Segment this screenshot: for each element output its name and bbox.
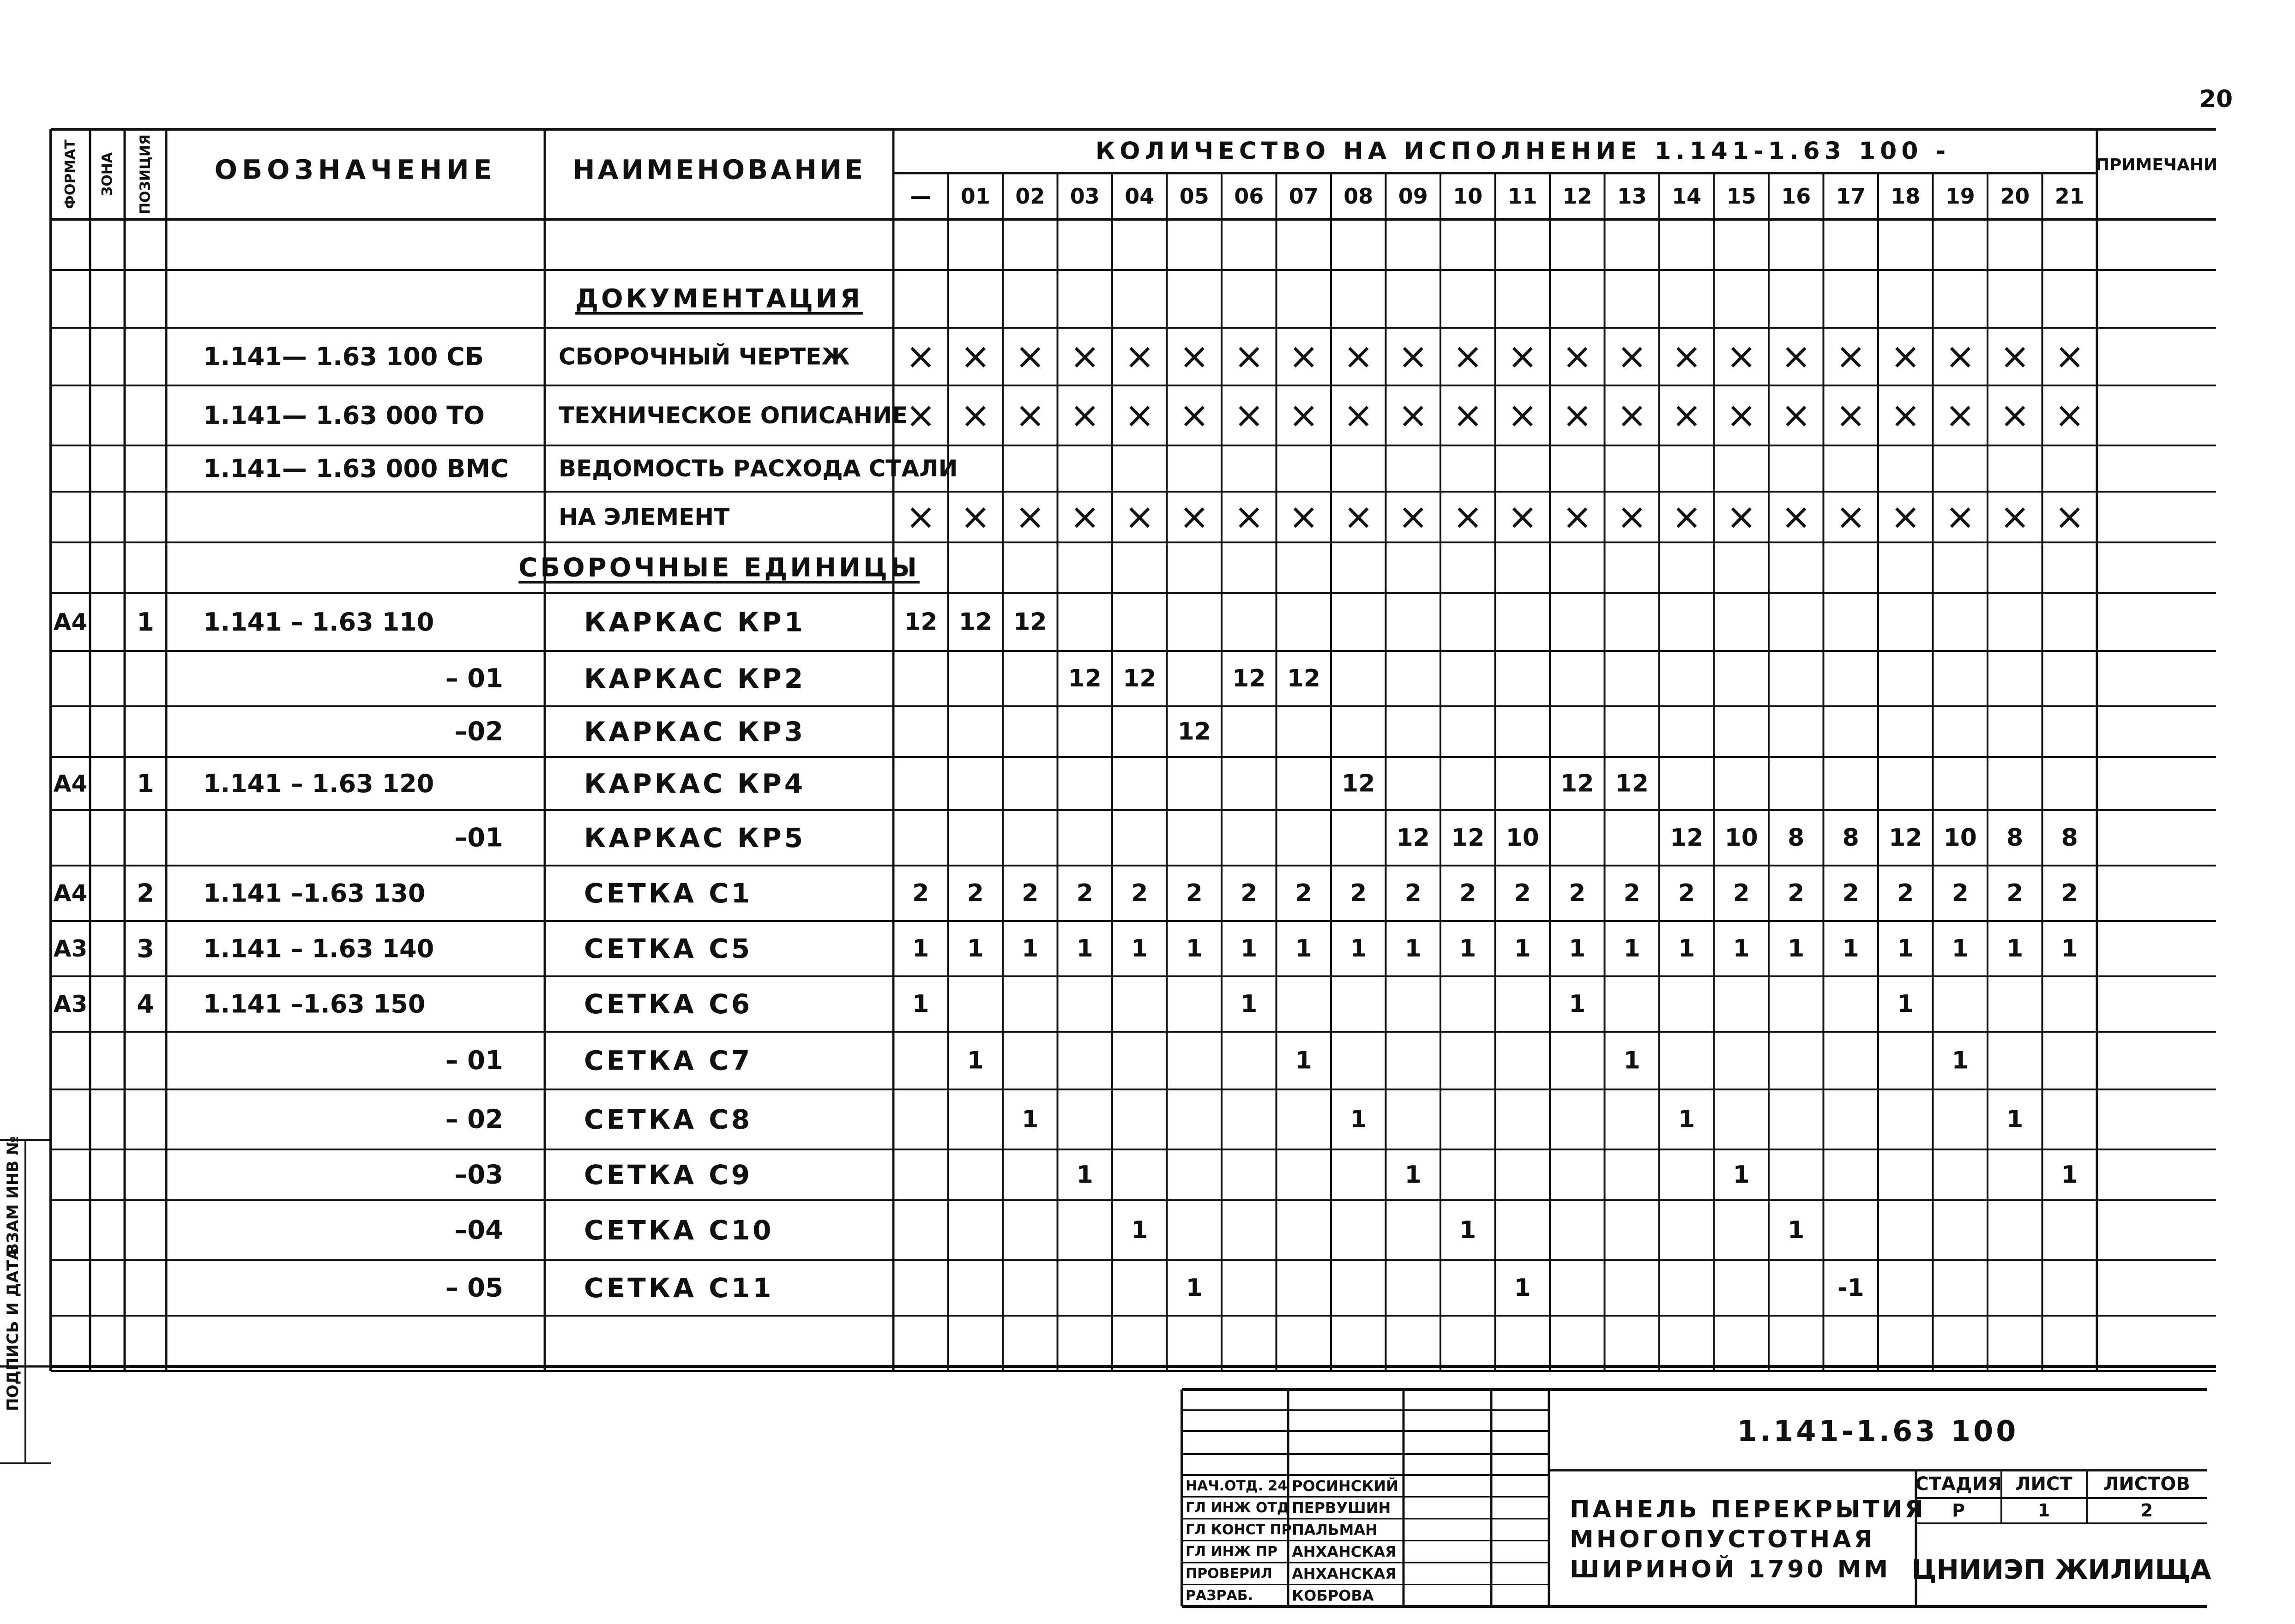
x-mark: ×	[1890, 496, 1921, 538]
x-mark: ×	[1234, 336, 1264, 378]
variant-header: 15	[1726, 184, 1756, 209]
drawing-title-line: ШИРИНОЙ 1790 ММ	[1570, 1556, 1891, 1583]
quantity-value: 1	[1733, 1161, 1750, 1189]
signature-name: АНХАНСКАЯ	[1292, 1543, 1397, 1561]
quantity-value: 1	[1788, 1216, 1805, 1244]
drawing-title-line: МНОГОПУСТОТНАЯ	[1570, 1526, 1875, 1553]
stage-label: СТАДИЯ	[1915, 1474, 2002, 1495]
quantity-value: 1	[1733, 935, 1750, 962]
x-mark: ×	[1781, 395, 1811, 436]
sheets-label: ЛИСТОВ	[2103, 1474, 2190, 1495]
x-mark: ×	[1289, 496, 1319, 538]
row-position: 3	[137, 934, 154, 963]
x-mark: ×	[1617, 336, 1647, 378]
quantity-value: 1	[1952, 935, 1969, 962]
row-designation: –03	[454, 1160, 503, 1190]
x-mark: ×	[1945, 395, 1976, 436]
header-name: НАИМЕНОВАНИЕ	[572, 154, 866, 186]
x-mark: ×	[1179, 395, 1210, 436]
quantity-value: 2	[912, 879, 929, 907]
quantity-value: 1	[1186, 935, 1203, 962]
table-grid	[0, 129, 2216, 1371]
x-mark: ×	[1124, 336, 1155, 378]
row-format: А4	[53, 770, 88, 797]
header-notes: ПРИМЕЧАНИ	[2095, 156, 2218, 174]
quantity-value: 2	[1241, 879, 1258, 907]
x-mark: ×	[1343, 496, 1373, 538]
quantity-value: 2	[1678, 879, 1695, 907]
header-quantity: КОЛИЧЕСТВО НА ИСПОЛНЕНИЕ 1.141-1.63 100 -	[1095, 137, 1951, 165]
row-designation: 1.141— 1.63 000 ТО	[203, 401, 485, 430]
quantity-value: 1	[1022, 1106, 1039, 1133]
header-designation: ОБОЗНАЧЕНИЕ	[214, 154, 497, 186]
x-mark: ×	[1836, 395, 1866, 436]
quantity-value: 1	[1022, 935, 1039, 962]
quantity-value: 12	[1615, 770, 1649, 798]
signature-name: ПАЛЬМАН	[1292, 1521, 1378, 1539]
row-designation: 1.141 –1.63 150	[203, 989, 426, 1019]
quantity-value: 1	[1623, 1047, 1640, 1075]
row-name: СЕТКА С10	[584, 1215, 774, 1246]
row-designation: 1.141 – 1.63 120	[203, 769, 434, 798]
x-mark: ×	[1452, 496, 1483, 538]
x-mark: ×	[1070, 336, 1100, 378]
quantity-value: 1	[1295, 1047, 1312, 1075]
title-block	[1182, 1389, 2211, 1606]
x-mark: ×	[1124, 395, 1155, 436]
x-mark: ×	[1562, 336, 1592, 378]
sheet-label: ЛИСТ	[2015, 1474, 2072, 1495]
section-heading: СБОРОЧНЫЕ ЕДИНИЦЫ	[518, 553, 920, 583]
quantity-value: 1	[912, 935, 929, 962]
quantity-value: 2	[1952, 879, 1969, 907]
x-mark: ×	[1015, 336, 1045, 378]
quantity-value: 2	[1295, 879, 1312, 907]
x-mark: ×	[1234, 395, 1264, 436]
quantity-value: 10	[1724, 824, 1758, 852]
row-format: А4	[53, 880, 88, 907]
quantity-value: 8	[1842, 824, 1859, 852]
row-name: СЕТКА С8	[584, 1104, 753, 1135]
quantity-value: 1	[1350, 1106, 1367, 1133]
variant-header: 03	[1070, 184, 1100, 209]
x-mark: ×	[1890, 395, 1921, 436]
quantity-value: 12	[904, 608, 938, 636]
row-format: А3	[53, 935, 88, 962]
signature-role: НАЧ.ОТД. 24	[1186, 1478, 1288, 1494]
x-mark: ×	[1015, 395, 1045, 436]
quantity-value: 12	[1177, 718, 1211, 746]
x-mark: ×	[1507, 395, 1538, 436]
x-mark: ×	[1562, 395, 1592, 436]
quantity-value: 2	[2006, 879, 2024, 907]
quantity-value: 12	[1123, 665, 1157, 692]
sheet-value: 1	[2037, 1500, 2050, 1521]
x-mark: ×	[2054, 496, 2085, 538]
variant-header: 05	[1179, 184, 1209, 209]
variant-header: 02	[1015, 184, 1045, 209]
x-mark: ×	[1343, 395, 1373, 436]
row-name: СБОРОЧНЫЙ ЧЕРТЕЖ	[559, 343, 850, 370]
signature-role: ГЛ ИНЖ ОТД	[1186, 1499, 1289, 1516]
row-name: СЕТКА С6	[584, 988, 753, 1020]
row-name: ТЕХНИЧЕСКОЕ ОПИСАНИЕ	[559, 402, 908, 429]
quantity-value: 1	[1186, 1274, 1203, 1302]
quantity-value: 1	[2061, 1161, 2078, 1189]
x-mark: ×	[1507, 336, 1538, 378]
x-mark: ×	[1179, 496, 1210, 538]
x-mark: ×	[1945, 496, 1976, 538]
x-mark: ×	[1617, 496, 1647, 538]
x-mark: ×	[1671, 336, 1702, 378]
x-mark: ×	[2054, 395, 2085, 436]
variant-header: 20	[2000, 184, 2030, 209]
organization-name: ЦНИИЭП ЖИЛИЩА	[1911, 1554, 2211, 1585]
x-mark: ×	[1452, 336, 1483, 378]
variant-header: —	[910, 184, 932, 209]
variant-header: 11	[1507, 184, 1537, 209]
x-mark: ×	[2000, 496, 2030, 538]
variant-header: 10	[1453, 184, 1483, 209]
stage-value: Р	[1952, 1500, 1965, 1521]
quantity-value: 1	[1076, 935, 1093, 962]
variant-header: 08	[1343, 184, 1373, 209]
variant-header: 18	[1891, 184, 1921, 209]
x-mark: ×	[1070, 395, 1100, 436]
quantity-value: -1	[1837, 1274, 1864, 1302]
variant-header: 21	[2054, 184, 2084, 209]
x-mark: ×	[1890, 336, 1921, 378]
row-name: СЕТКА С9	[584, 1159, 753, 1191]
row-designation: 1.141 –1.63 130	[203, 878, 426, 908]
variant-header: 06	[1234, 184, 1264, 209]
quantity-value: 2	[1788, 879, 1805, 907]
x-mark: ×	[2054, 336, 2085, 378]
quantity-value: 1	[1404, 935, 1422, 962]
quantity-value: 12	[1396, 824, 1430, 852]
table-content	[54, 134, 2217, 1304]
quantity-value: 2	[1514, 879, 1531, 907]
sheets-value: 2	[2140, 1500, 2153, 1521]
quantity-value: 1	[1350, 935, 1367, 962]
variant-header: 12	[1562, 184, 1592, 209]
quantity-value: 12	[1670, 824, 1704, 852]
quantity-value: 1	[1459, 1216, 1476, 1244]
quantity-value: 1	[1241, 990, 1258, 1018]
quantity-value: 2	[1842, 879, 1859, 907]
row-designation: –01	[454, 823, 503, 853]
x-mark: ×	[1289, 395, 1319, 436]
row-format: А4	[53, 608, 88, 636]
row-format: А3	[53, 991, 88, 1017]
row-name: КАРКАС КР2	[584, 663, 806, 694]
signature-name: ПЕРВУШИН	[1292, 1499, 1391, 1517]
quantity-value: 2	[1569, 879, 1586, 907]
quantity-value: 1	[1678, 1106, 1695, 1133]
header-position: ПОЗИЦИЯ	[137, 134, 154, 215]
quantity-value: 12	[958, 608, 992, 636]
x-mark: ×	[1343, 336, 1373, 378]
quantity-value: 1	[1295, 935, 1312, 962]
quantity-value: 1	[1952, 1047, 1969, 1075]
x-mark: ×	[1452, 395, 1483, 436]
variant-header: 17	[1836, 184, 1866, 209]
quantity-value: 8	[1788, 824, 1805, 852]
quantity-value: 8	[2006, 824, 2024, 852]
quantity-value: 1	[1678, 935, 1695, 962]
header-format: ФОРМАТ	[62, 139, 78, 209]
row-name: КАРКАС КР1	[584, 606, 806, 638]
quantity-value: 10	[1506, 824, 1539, 852]
x-mark: ×	[2000, 336, 2030, 378]
row-name: КАРКАС КР3	[584, 716, 806, 747]
quantity-value: 1	[1241, 935, 1258, 962]
signature-name: АНХАНСКАЯ	[1292, 1564, 1397, 1582]
row-name: КАРКАС КР5	[584, 822, 806, 854]
quantity-value: 8	[2061, 824, 2078, 852]
x-mark: ×	[1398, 336, 1428, 378]
quantity-value: 1	[1842, 935, 1859, 962]
header-zone: ЗОНА	[99, 152, 115, 197]
row-position: 2	[137, 878, 154, 908]
quantity-value: 2	[2061, 879, 2078, 907]
quantity-value: 2	[1459, 879, 1476, 907]
quantity-value: 12	[1889, 824, 1922, 852]
quantity-value: 1	[1897, 935, 1914, 962]
x-mark: ×	[905, 336, 936, 378]
x-mark: ×	[1179, 336, 1210, 378]
quantity-value: 12	[1287, 665, 1320, 692]
x-mark: ×	[1726, 496, 1757, 538]
signature-name: КОБРОВА	[1292, 1587, 1374, 1605]
row-name: КАРКАС КР4	[584, 768, 806, 800]
quantity-value: 1	[1131, 1216, 1148, 1244]
row-name: СЕТКА С5	[584, 933, 753, 964]
x-mark: ×	[1015, 496, 1045, 538]
row-designation: – 01	[445, 1046, 503, 1076]
quantity-value: 1	[2006, 935, 2024, 962]
x-mark: ×	[1671, 395, 1702, 436]
variant-header: 01	[960, 184, 990, 209]
x-mark: ×	[1781, 336, 1811, 378]
x-mark: ×	[1124, 496, 1155, 538]
quantity-value: 12	[1068, 665, 1102, 692]
row-position: 1	[137, 769, 154, 798]
variant-header: 14	[1672, 184, 1702, 209]
quantity-value: 2	[1404, 879, 1422, 907]
x-mark: ×	[1945, 336, 1976, 378]
section-heading: ДОКУМЕНТАЦИЯ	[575, 284, 863, 314]
x-mark: ×	[1289, 336, 1319, 378]
drawing-title-line: ПАНЕЛЬ ПЕРЕКРЫТИЯ	[1570, 1496, 1926, 1523]
quantity-value: 1	[1514, 1274, 1531, 1302]
x-mark: ×	[960, 496, 991, 538]
quantity-value: 10	[1943, 824, 1977, 852]
quantity-value: 1	[1569, 935, 1586, 962]
x-mark: ×	[960, 336, 991, 378]
quantity-value: 12	[1013, 608, 1047, 636]
quantity-value: 2	[1076, 879, 1093, 907]
variant-header: 04	[1125, 184, 1155, 209]
row-designation: – 01	[445, 663, 503, 694]
x-mark: ×	[2000, 395, 2030, 436]
row-designation: 1.141— 1.63 000 ВМС	[203, 454, 509, 483]
quantity-value: 1	[1459, 935, 1476, 962]
signature-role: ГЛ ИНЖ ПР	[1186, 1543, 1277, 1560]
page-number: 20	[2199, 85, 2233, 113]
quantity-value: 12	[1560, 770, 1594, 798]
quantity-value: 2	[1350, 879, 1367, 907]
quantity-value: 1	[967, 1047, 984, 1075]
quantity-value: 2	[1131, 879, 1148, 907]
quantity-value: 2	[1897, 879, 1914, 907]
row-name: ВЕДОМОСТЬ РАСХОДА СТАЛИ	[559, 455, 958, 482]
quantity-value: 12	[1342, 770, 1375, 798]
x-mark: ×	[1781, 496, 1811, 538]
x-mark: ×	[1726, 395, 1757, 436]
sign-date-label: ПОДПИСЬ И ДАТА	[4, 1248, 22, 1411]
row-designation: – 02	[445, 1104, 503, 1135]
doc-number: 1.141-1.63 100	[1737, 1414, 2019, 1448]
x-mark: ×	[1671, 496, 1702, 538]
quantity-value: 1	[1514, 935, 1531, 962]
signature-role: ГЛ КОНСТ ПР	[1186, 1522, 1292, 1538]
variant-header: 09	[1398, 184, 1428, 209]
quantity-value: 1	[2006, 1106, 2024, 1133]
x-mark: ×	[1836, 496, 1866, 538]
x-mark: ×	[1507, 496, 1538, 538]
row-designation: 1.141— 1.63 100 СБ	[203, 342, 484, 371]
quantity-value: 1	[1076, 1161, 1093, 1189]
row-position: 1	[137, 607, 154, 637]
quantity-value: 12	[1232, 665, 1266, 692]
row-designation: 1.141 – 1.63 110	[203, 607, 434, 637]
x-mark: ×	[1398, 395, 1428, 436]
row-name: СЕТКА С11	[584, 1272, 774, 1304]
row-name: НА ЭЛЕМЕНТ	[559, 504, 730, 530]
quantity-value: 1	[1897, 990, 1914, 1018]
quantity-value: 1	[1404, 1161, 1422, 1189]
variant-header: 19	[1945, 184, 1975, 209]
row-designation: – 05	[445, 1273, 503, 1303]
quantity-value: 1	[1131, 935, 1148, 962]
x-mark: ×	[1726, 336, 1757, 378]
x-mark: ×	[1836, 336, 1866, 378]
quantity-value: 2	[1623, 879, 1640, 907]
signature-name: РОСИНСКИЙ	[1292, 1477, 1398, 1495]
variant-header: 07	[1289, 184, 1319, 209]
x-mark: ×	[1234, 496, 1264, 538]
x-mark: ×	[960, 395, 991, 436]
x-mark: ×	[905, 395, 936, 436]
x-mark: ×	[905, 496, 936, 538]
x-mark: ×	[1398, 496, 1428, 538]
row-name: СЕТКА С1	[584, 878, 753, 909]
variant-header: 13	[1617, 184, 1647, 209]
row-position: 4	[137, 989, 154, 1019]
x-mark: ×	[1562, 496, 1592, 538]
quantity-value: 2	[1186, 879, 1203, 907]
quantity-value: 1	[1569, 990, 1586, 1018]
quantity-value: 2	[1733, 879, 1750, 907]
replace-inv-label: ВЗАМ ИНВ №	[4, 1136, 22, 1255]
quantity-value: 1	[1788, 935, 1805, 962]
quantity-value: 2	[967, 879, 984, 907]
x-mark: ×	[1617, 395, 1647, 436]
row-designation: –04	[454, 1215, 503, 1245]
quantity-value: 2	[1022, 879, 1039, 907]
row-name: СЕТКА С7	[584, 1045, 753, 1077]
quantity-value: 1	[2061, 935, 2078, 962]
row-designation: –02	[454, 716, 503, 747]
signature-role: РАЗРАБ.	[1186, 1587, 1253, 1604]
quantity-value: 1	[1623, 935, 1640, 962]
signature-role: ПРОВЕРИЛ	[1186, 1565, 1272, 1582]
quantity-value: 1	[967, 935, 984, 962]
quantity-value: 12	[1451, 824, 1485, 852]
row-designation: 1.141 – 1.63 140	[203, 934, 434, 963]
variant-header: 16	[1781, 184, 1811, 209]
x-mark: ×	[1070, 496, 1100, 538]
side-stamp	[0, 1136, 51, 1463]
quantity-value: 1	[912, 990, 929, 1018]
